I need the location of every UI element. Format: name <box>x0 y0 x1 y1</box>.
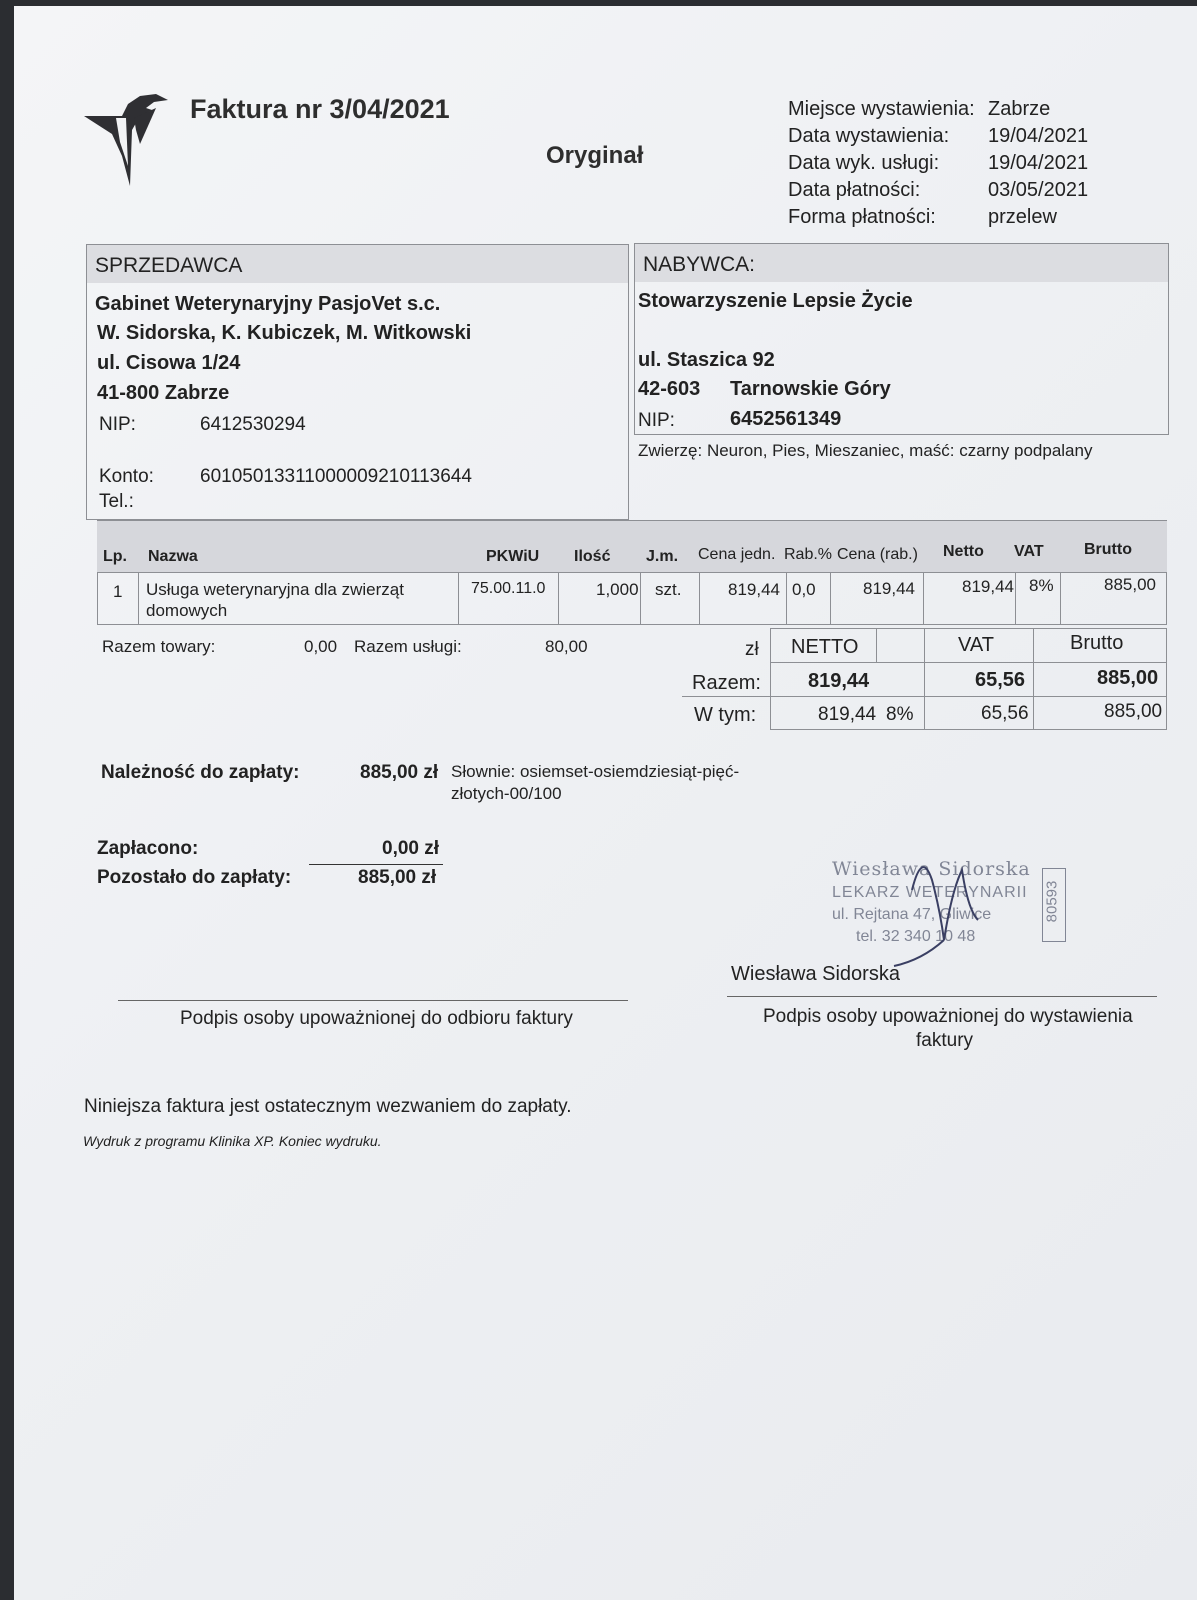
col-unit-price: Cena jedn. <box>698 546 776 563</box>
col-discounted-price: Cena (rab.) <box>837 546 918 563</box>
issuer-name: Wiesława Sidorska <box>731 963 900 985</box>
buyer-postcode: 42-603 <box>638 378 701 400</box>
col-pkwiu: PKWiU <box>486 548 540 565</box>
summary-of-gross: 885,00 <box>1104 701 1163 722</box>
sum-row-divider <box>682 696 770 697</box>
stamp-name: Wiesława Sidorska <box>832 858 1031 880</box>
meta-label-place: Miejsce wystawienia: <box>788 98 975 120</box>
receiver-signature-line <box>118 1000 628 1001</box>
buyer-animal: Zwierzę: Neuron, Pies, Mieszaniec, maść: czarny podpalany <box>638 441 1093 460</box>
buyer-box <box>634 243 1169 435</box>
buyer-heading: NABYWCA: <box>643 253 756 276</box>
row-discounted-price: 819,44 <box>863 579 915 598</box>
summary-total-net: 819,44 <box>808 670 870 692</box>
seller-nip: 6412530294 <box>200 414 306 435</box>
original-label: Oryginał <box>546 142 644 169</box>
summary-total-label: Razem: <box>692 672 761 694</box>
buyer-nip-label: NIP: <box>638 410 675 431</box>
clinic-logo-icon <box>82 86 178 190</box>
row-lp: 1 <box>113 582 123 601</box>
items-table <box>97 520 1167 625</box>
col-discount: Rab.% <box>784 546 833 563</box>
final-notice: Niniejsza faktura jest ostatecznym wezwaniem do zapłaty. <box>84 1096 572 1117</box>
amount-in-words-line2: złotych-00/100 <box>451 784 562 803</box>
receiver-signature-caption: Podpis osoby upoważnionej do odbioru faktury <box>180 1008 573 1029</box>
summary-total-gross: 885,00 <box>1097 667 1159 689</box>
handwritten-signature-icon <box>892 850 1002 970</box>
summary-of-rate: 8% <box>886 704 914 725</box>
col-net: Netto <box>943 543 984 560</box>
meta-value-place: Zabrze <box>988 98 1051 120</box>
goods-total-value: 0,00 <box>304 637 338 656</box>
col-qty: Ilość <box>574 548 611 565</box>
row-pkwiu: 75.00.11.0 <box>471 580 546 597</box>
row-price: 819,44 <box>728 580 780 599</box>
seller-heading: SPRZEDAWCA <box>95 254 243 277</box>
seller-nip-label: NIP: <box>99 414 136 435</box>
seller-phone-label: Tel.: <box>99 491 134 512</box>
remaining-value: 885,00 zł <box>358 867 437 888</box>
summary-col-vat: VAT <box>958 634 994 656</box>
goods-total-label: Razem towary: <box>102 637 216 656</box>
printout-note: Wydruk z programu Klinika XP. Koniec wydruku. <box>83 1133 382 1149</box>
col-lp: Lp. <box>103 548 127 565</box>
seller-street: ul. Cisowa 1/24 <box>97 352 241 374</box>
meta-label-payment-date: Data płatności: <box>788 179 921 201</box>
items-table-header <box>97 520 1167 573</box>
stamp-title: LEKARZ WETERYNARII <box>832 884 1028 901</box>
paid-underline <box>309 864 443 865</box>
invoice-title: Faktura nr 3/04/2021 <box>190 94 450 124</box>
seller-city: 41-800 Zabrze <box>97 382 230 404</box>
seller-name: Gabinet Weterynaryjny PasjoVet s.c. <box>95 293 441 315</box>
row-unit: szt. <box>655 580 682 599</box>
paid-label: Zapłacono: <box>97 838 199 859</box>
summary-of-vat: 65,56 <box>981 703 1029 724</box>
col-vat: VAT <box>1014 543 1044 560</box>
row-net: 819,44 <box>962 577 1014 596</box>
row-gross: 885,00 <box>1104 575 1156 594</box>
row-qty: 1,000 <box>596 580 639 599</box>
meta-label-issue-date: Data wystawienia: <box>788 125 950 147</box>
summary-col-net: NETTO <box>791 636 859 658</box>
row-discount: 0,0 <box>792 580 816 599</box>
stamp-address: ul. Rejtana 47, Gliwice <box>832 906 992 923</box>
meta-value-payment-method: przelew <box>988 206 1057 228</box>
summary-of-net: 819,44 <box>818 704 877 725</box>
issuer-signature-caption-line1: Podpis osoby upoważnionej do wystawienia <box>763 1006 1133 1027</box>
amount-due-label: Należność do zapłaty: <box>101 762 300 783</box>
seller-owners: W. Sidorska, K. Kubiczek, M. Witkowski <box>97 322 472 344</box>
meta-value-payment-date: 03/05/2021 <box>988 179 1089 201</box>
col-gross: Brutto <box>1084 541 1132 558</box>
issuer-signature-caption-line2: faktury <box>916 1030 974 1051</box>
summary-of-which-label: W tym: <box>694 704 757 726</box>
summary-total-vat: 65,56 <box>975 669 1026 691</box>
meta-label-service-date: Data wyk. usługi: <box>788 152 940 174</box>
row-name-line1: Usługa weterynaryjna dla zwierząt <box>146 580 404 599</box>
services-total-value: 80,00 <box>545 637 588 656</box>
amount-due-value: 885,00 zł <box>360 762 439 783</box>
currency-label: zł <box>745 639 759 660</box>
buyer-name: Stowarzyszenie Lepsie Życie <box>638 290 913 312</box>
buyer-street: ul. Staszica 92 <box>638 349 775 371</box>
remaining-label: Pozostało do zapłaty: <box>97 867 292 888</box>
issuer-signature-line <box>727 996 1157 997</box>
seller-account-label: Konto: <box>99 466 154 487</box>
row-name-line2: domowych <box>146 601 228 620</box>
meta-value-issue-date: 19/04/2021 <box>988 125 1089 147</box>
col-unit: J.m. <box>646 548 679 565</box>
stamp-phone: tel. 32 340 10 48 <box>856 928 976 945</box>
row-vat: 8% <box>1029 576 1054 595</box>
buyer-nip: 6452561349 <box>730 408 842 430</box>
services-total-label: Razem usługi: <box>354 637 462 656</box>
meta-value-service-date: 19/04/2021 <box>988 152 1089 174</box>
buyer-city: Tarnowskie Góry <box>730 378 891 400</box>
seller-account: 60105013311000009210113644 <box>200 466 472 487</box>
paid-value: 0,00 zł <box>382 838 440 859</box>
stamp-number: 80593 <box>1043 880 1061 923</box>
summary-col-gross: Brutto <box>1070 632 1124 654</box>
col-name: Nazwa <box>148 548 198 565</box>
meta-label-payment-method: Forma płatności: <box>788 206 936 228</box>
amount-in-words-line1: Słownie: osiemset-osiemdziesiąt-pięć- <box>451 762 740 781</box>
